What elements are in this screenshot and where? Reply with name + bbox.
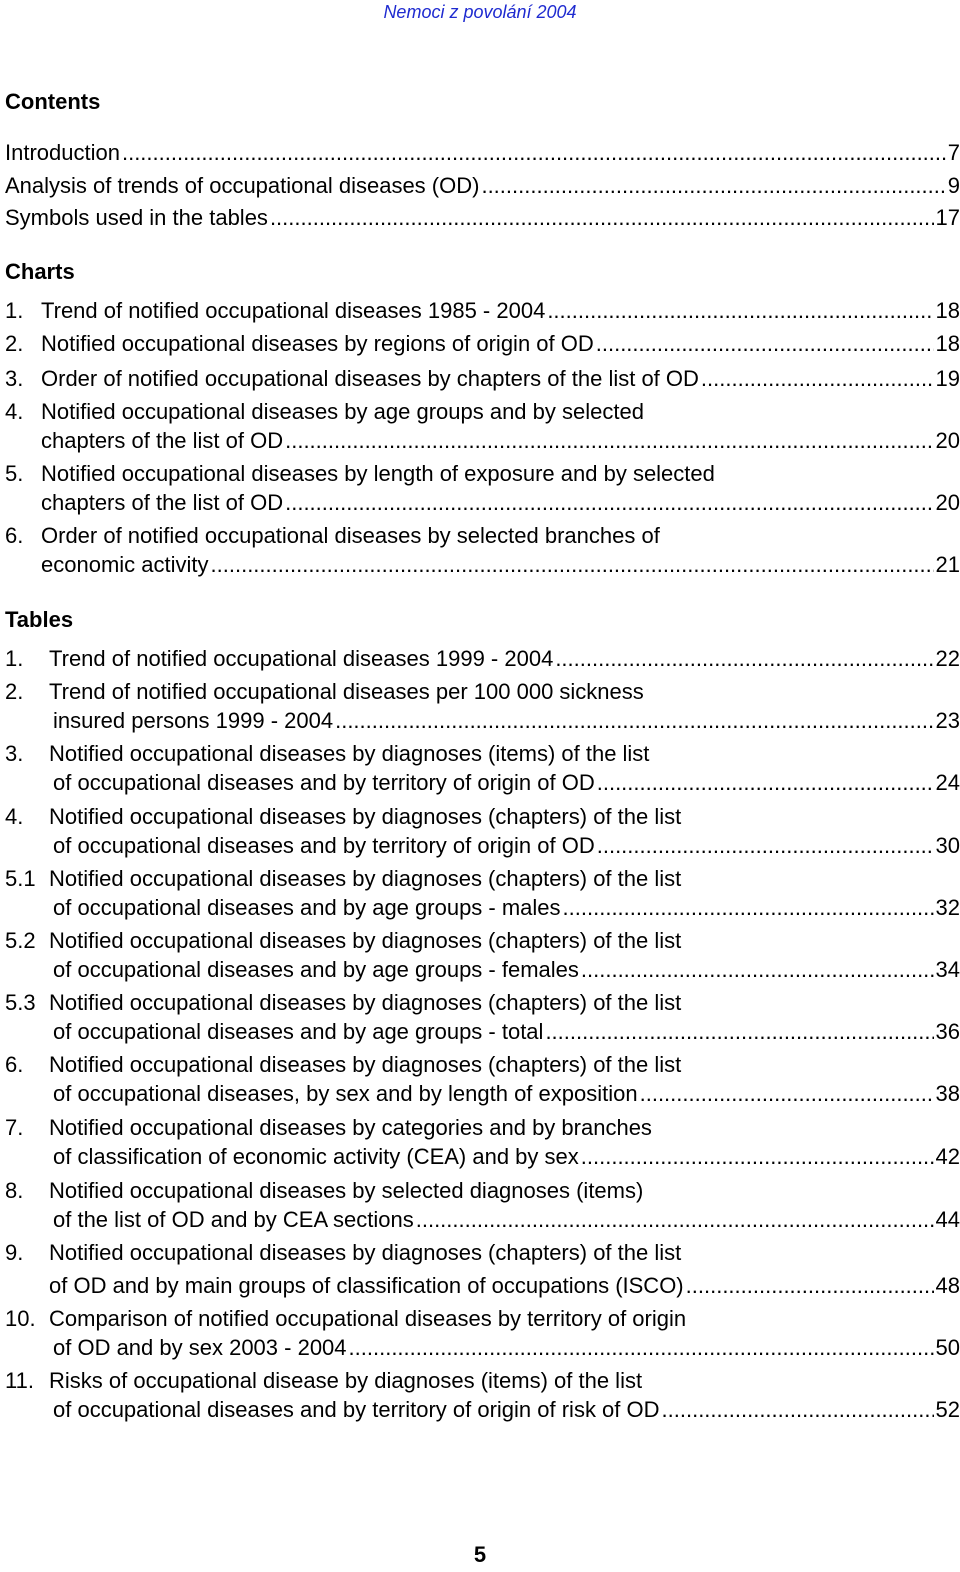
table-entry-title-line: Notified occupational diseases by diagnoses (chapters) of the list (49, 928, 682, 953)
table-entry-page: 22 (935, 646, 960, 671)
dot-leader (596, 329, 934, 358)
table-entry-title-line: of classification of economic activity (CEA) and by sex (53, 1144, 579, 1169)
table-entry-page: 48 (935, 1273, 960, 1298)
chart-entry-number: 1. (5, 298, 24, 323)
table-entry[interactable] (5, 1366, 960, 1424)
dot-leader (285, 426, 933, 455)
dot-leader (285, 488, 933, 517)
table-entry-title-line: Notified occupational diseases by selected diagnoses (items) (49, 1178, 644, 1203)
table-entry-number: 4. (5, 804, 24, 829)
table-entry-title: Trend of notified occupational diseases 1999 - 2004 (49, 646, 554, 671)
table-entry-page: 36 (935, 1019, 960, 1044)
dot-leader (481, 171, 945, 200)
table-entry-page: 30 (935, 833, 960, 858)
chart-entry-number: 3. (5, 366, 24, 391)
toc-entry[interactable] (5, 203, 960, 232)
table-entry-page: 34 (935, 957, 960, 982)
table-entry-page: 44 (935, 1207, 960, 1232)
dot-leader (416, 1205, 934, 1234)
table-entry[interactable] (5, 1238, 960, 1300)
table-entry-number: 3. (5, 741, 24, 766)
chart-entry-title-line: economic activity (41, 552, 209, 577)
table-entry-title-line: of occupational diseases and by territory of origin of OD (53, 833, 595, 858)
dot-leader (122, 138, 946, 167)
dot-leader (547, 296, 933, 325)
chart-entry-title-line: Order of notified occupational diseases by selected branches of (41, 523, 660, 548)
dot-leader (545, 1017, 933, 1046)
dot-leader (270, 203, 934, 232)
chart-entry[interactable] (5, 296, 960, 325)
table-entry-title-line: of OD and by main groups of classification of occupations (ISCO) (49, 1273, 684, 1298)
chart-entry-title: Order of notified occupational diseases by chapters of the list of OD (41, 366, 699, 391)
table-entry-number: 2. (5, 679, 24, 704)
table-entry-title-line: Notified occupational diseases by diagnoses (chapters) of the list (49, 866, 682, 891)
toc-entry-title: Introduction (5, 140, 120, 165)
chart-entry[interactable] (5, 397, 960, 455)
chart-entry-number: 2. (5, 331, 24, 356)
table-entry-title-line: of occupational diseases, by sex and by length of exposition (53, 1081, 638, 1106)
table-entry-page: 50 (935, 1335, 960, 1360)
dot-leader (597, 768, 934, 797)
table-entry-page: 42 (935, 1144, 960, 1169)
table-entry-number: 10. (5, 1306, 36, 1331)
table-entry-title-line: Notified occupational diseases by categories and by branches (49, 1115, 652, 1140)
table-entry[interactable] (5, 926, 960, 984)
chart-entry-title-line: Notified occupational diseases by length of exposure and by selected (41, 461, 715, 486)
table-entry[interactable] (5, 677, 960, 735)
dot-leader (349, 1333, 934, 1362)
table-entry-title-line: of occupational diseases and by age groups - males (53, 895, 561, 920)
table-entry-page: 24 (935, 770, 960, 795)
dot-leader (597, 831, 934, 860)
table-entry-title-line: of occupational diseases and by territory of origin of risk of OD (53, 1397, 660, 1422)
toc-entry[interactable] (5, 138, 960, 167)
chart-entry-title-line: chapters of the list of OD (41, 490, 284, 515)
table-entry-number: 8. (5, 1178, 24, 1203)
table-entry-page: 38 (935, 1081, 960, 1106)
table-entry-number: 5.2 (5, 928, 36, 953)
chart-entry-page: 18 (935, 298, 960, 323)
dot-leader (581, 955, 934, 984)
table-entry-title-line: Notified occupational diseases by diagnoses (chapters) of the list (49, 990, 682, 1015)
dot-leader (662, 1395, 934, 1424)
chart-entry[interactable] (5, 364, 960, 393)
table-entry[interactable] (5, 1304, 960, 1362)
dot-leader (640, 1079, 934, 1108)
table-entry-number: 5.3 (5, 990, 36, 1015)
table-entry[interactable] (5, 1050, 960, 1108)
toc-entry-page: 17 (935, 205, 960, 230)
table-entry-title-line: of the list of OD and by CEA sections (53, 1207, 414, 1232)
dot-leader (581, 1142, 934, 1171)
chart-entry[interactable] (5, 459, 960, 517)
table-entry-page: 52 (935, 1397, 960, 1422)
table-entry-number: 11. (5, 1368, 34, 1393)
dot-leader (686, 1271, 934, 1300)
dot-leader (555, 644, 933, 673)
toc-entry-page: 9 (947, 173, 960, 198)
toc-entry-title: Analysis of trends of occupational diseases (OD) (5, 173, 480, 198)
toc-entry-title: Symbols used in the tables (5, 205, 268, 230)
chart-entry-page: 21 (935, 552, 960, 577)
table-entry-title-line: Notified occupational diseases by diagnoses (chapters) of the list (49, 1052, 682, 1077)
chart-entry-title-line: chapters of the list of OD (41, 428, 284, 453)
chart-entry-page: 18 (935, 331, 960, 356)
table-entry[interactable] (5, 864, 960, 922)
table-entry[interactable] (5, 1176, 960, 1234)
table-entry[interactable] (5, 988, 960, 1046)
table-entry-title-line: of OD and by sex 2003 - 2004 (53, 1335, 347, 1360)
table-entry-title-line: of occupational diseases and by territory of origin of OD (53, 770, 595, 795)
toc-entry-page: 7 (947, 140, 960, 165)
table-entry-title-line: of occupational diseases and by age groups - females (53, 957, 579, 982)
tables-heading: Tables (5, 607, 74, 632)
chart-entry-page: 20 (935, 428, 960, 453)
table-entry[interactable] (5, 1113, 960, 1171)
table-entry-title-line: of occupational diseases and by age groups - total (53, 1019, 544, 1044)
chart-entry-page: 19 (935, 366, 960, 391)
table-entry[interactable] (5, 802, 960, 860)
table-entry-page: 23 (935, 708, 960, 733)
charts-heading: Charts (5, 259, 75, 284)
chart-entry-number: 4. (5, 399, 24, 424)
table-entry[interactable] (5, 644, 960, 673)
dot-leader (701, 364, 934, 393)
chart-entry-title: Trend of notified occupational diseases 1985 - 2004 (41, 298, 546, 323)
table-entry-number: 1. (5, 646, 24, 671)
dot-leader (563, 893, 934, 922)
running-header: Nemoci z povolání 2004 (383, 2, 577, 22)
table-entry[interactable] (5, 739, 960, 797)
chart-entry-title: Notified occupational diseases by regions of origin of OD (41, 331, 594, 356)
table-entry-number: 5.1 (5, 866, 36, 891)
table-entry-number: 7. (5, 1115, 24, 1140)
toc-entry[interactable] (5, 171, 960, 200)
table-entry-title-line: Trend of notified occupational diseases per 100 000 sickness (49, 679, 644, 704)
table-entry-title-line: Comparison of notified occupational diseases by territory of origin (49, 1306, 687, 1331)
chart-entry-number: 5. (5, 461, 24, 486)
chart-entry-page: 20 (935, 490, 960, 515)
table-entry-page: 32 (935, 895, 960, 920)
table-entry-title-line: Notified occupational diseases by diagnoses (items) of the list (49, 741, 650, 766)
chart-entry-title-line: Notified occupational diseases by age groups and by selected (41, 399, 644, 424)
table-entry-title-line: Notified occupational diseases by diagnoses (chapters) of the list (49, 804, 682, 829)
table-entry-number: 6. (5, 1052, 24, 1077)
contents-heading: Contents (5, 89, 101, 114)
page-number: 5 (473, 1542, 487, 1567)
dot-leader (211, 550, 934, 579)
table-entry-number: 9. (5, 1240, 24, 1265)
dot-leader (335, 706, 933, 735)
table-entry-title-line: insured persons 1999 - 2004 (53, 708, 334, 733)
table-entry-title-line: Notified occupational diseases by diagnoses (chapters) of the list (49, 1240, 682, 1265)
chart-entry-number: 6. (5, 523, 24, 548)
chart-entry[interactable] (5, 329, 960, 358)
table-entry-title-line: Risks of occupational disease by diagnoses (items) of the list (49, 1368, 643, 1393)
chart-entry[interactable] (5, 521, 960, 579)
